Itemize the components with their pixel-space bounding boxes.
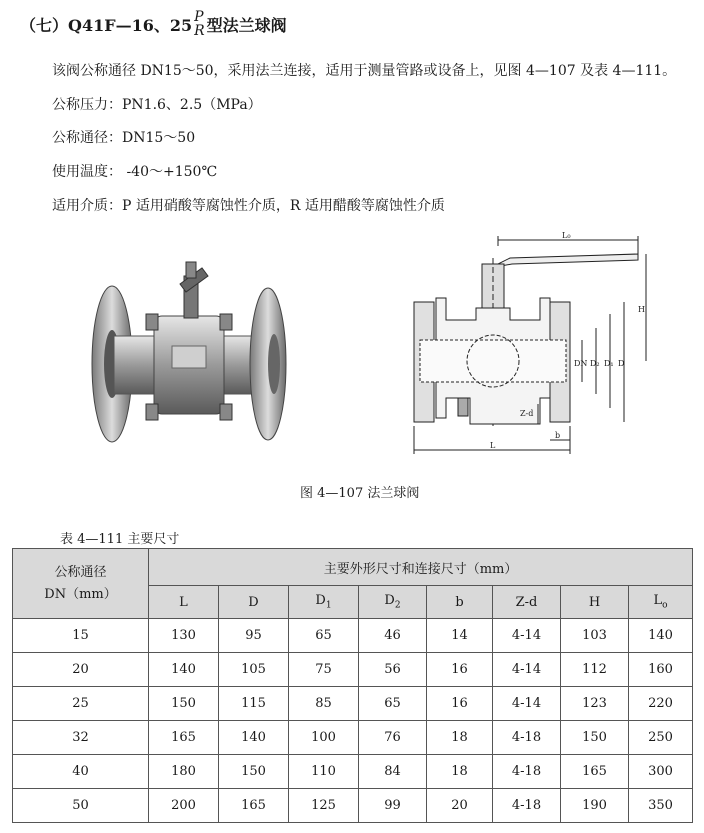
- table-cell: 14: [427, 619, 493, 653]
- table-cell: 50: [13, 789, 149, 823]
- table-cell: 65: [359, 687, 427, 721]
- table-cell: 150: [561, 721, 629, 755]
- medium-line: 适用介质：P 适用硝酸等腐蚀性介质，R 适用醋酸等腐蚀性介质: [52, 198, 445, 214]
- table-cell: 75: [289, 653, 359, 687]
- table-cell: 105: [219, 653, 289, 687]
- dimensions-table: [12, 548, 693, 823]
- table-cell: 165: [561, 755, 629, 789]
- label-Zd: Z-d: [520, 409, 534, 418]
- table-cell: 84: [359, 755, 427, 789]
- table-cell: 150: [149, 687, 219, 721]
- table-cell: 140: [149, 653, 219, 687]
- table-row: [13, 721, 693, 755]
- label-L0: L₀: [562, 231, 571, 240]
- dn-header: [13, 549, 149, 619]
- table-cell: 76: [359, 721, 427, 755]
- table-cell: 4-14: [493, 687, 561, 721]
- diameter-line: 公称通径：DN15～50: [52, 130, 196, 146]
- label-H: H: [638, 305, 645, 314]
- table-cell: 95: [219, 619, 289, 653]
- table-cell: 25: [13, 687, 149, 721]
- table-title: 表 4—111 主要尺寸: [60, 532, 180, 547]
- table-cell: 190: [561, 789, 629, 823]
- table-cell: 4-18: [493, 755, 561, 789]
- table-row: [13, 619, 693, 653]
- heading-prefix: （七）Q41F—16、25: [20, 15, 193, 35]
- intro-paragraph: 该阀公称通径 DN15～50，采用法兰连接，适用于测量管路或设备上，见图 4—107 及表 4—111。: [52, 63, 677, 79]
- table-cell: 85: [289, 687, 359, 721]
- table-cell: 160: [629, 653, 693, 687]
- table-cell: 100: [289, 721, 359, 755]
- label-D1: D₁: [604, 359, 614, 368]
- table-cell: 46: [359, 619, 427, 653]
- table-cell: 18: [427, 721, 493, 755]
- column-header: D: [219, 586, 289, 619]
- table-cell: 4-14: [493, 653, 561, 687]
- table-cell: 165: [219, 789, 289, 823]
- column-header: b: [427, 586, 493, 619]
- table-cell: 15: [13, 619, 149, 653]
- table-row: [13, 687, 693, 721]
- valve-photo: [84, 254, 294, 454]
- table-cell: 20: [13, 653, 149, 687]
- table-cell: 65: [289, 619, 359, 653]
- table-cell: 115: [219, 687, 289, 721]
- dn-header-line2: DN（mm）: [44, 586, 117, 602]
- table-cell: 103: [561, 619, 629, 653]
- table-row: [13, 789, 693, 823]
- table-cell: 125: [289, 789, 359, 823]
- table-cell: 165: [149, 721, 219, 755]
- table-cell: 130: [149, 619, 219, 653]
- table-cell: 16: [427, 687, 493, 721]
- table-cell: 150: [219, 755, 289, 789]
- table-cell: 18: [427, 755, 493, 789]
- fraction-bottom: R: [194, 23, 205, 39]
- valve-section-drawing: [400, 228, 658, 458]
- temperature-line: 使用温度： -40～+150℃: [52, 164, 218, 180]
- table-cell: 123: [561, 687, 629, 721]
- table-body: [13, 619, 693, 823]
- column-header: H: [561, 586, 629, 619]
- table-cell: 200: [149, 789, 219, 823]
- section-heading: [20, 10, 287, 38]
- table-cell: 350: [629, 789, 693, 823]
- label-D: D: [618, 359, 625, 368]
- table-cell: 140: [219, 721, 289, 755]
- table-cell: 4-14: [493, 619, 561, 653]
- column-header: $L_o$: [629, 586, 693, 619]
- label-L: L: [490, 441, 496, 450]
- table-cell: 99: [359, 789, 427, 823]
- table-cell: 4-18: [493, 721, 561, 755]
- table-cell: 56: [359, 653, 427, 687]
- table-cell: 250: [629, 721, 693, 755]
- table-row: [13, 755, 693, 789]
- column-header: Z-d: [493, 586, 561, 619]
- table-cell: 4-18: [493, 789, 561, 823]
- table-row: [13, 653, 693, 687]
- table-cell: 220: [629, 687, 693, 721]
- label-b: b: [555, 431, 561, 440]
- table-cell: 300: [629, 755, 693, 789]
- column-header: L: [149, 586, 219, 619]
- table-cell: 16: [427, 653, 493, 687]
- table-cell: 140: [629, 619, 693, 653]
- column-header: $D_2$: [359, 586, 427, 619]
- table-cell: 112: [561, 653, 629, 687]
- table-cell: 40: [13, 755, 149, 789]
- column-header: $D_1$: [289, 586, 359, 619]
- label-D2: D₂: [590, 359, 600, 368]
- heading-fraction: [194, 10, 205, 38]
- table-cell: 32: [13, 721, 149, 755]
- table-cell: 110: [289, 755, 359, 789]
- group-header: 主要外形尺寸和连接尺寸（mm）: [149, 549, 693, 586]
- label-DN: DN: [574, 359, 588, 368]
- figure-caption: 图 4—107 法兰球阀: [300, 486, 420, 501]
- pressure-line: 公称压力：PN1.6、2.5（MPa）: [52, 97, 262, 113]
- table-cell: 20: [427, 789, 493, 823]
- fraction-top: P: [194, 9, 204, 25]
- dn-header-line1: 公称通径: [54, 564, 107, 580]
- table-cell: 180: [149, 755, 219, 789]
- heading-suffix: 型法兰球阀: [206, 15, 287, 35]
